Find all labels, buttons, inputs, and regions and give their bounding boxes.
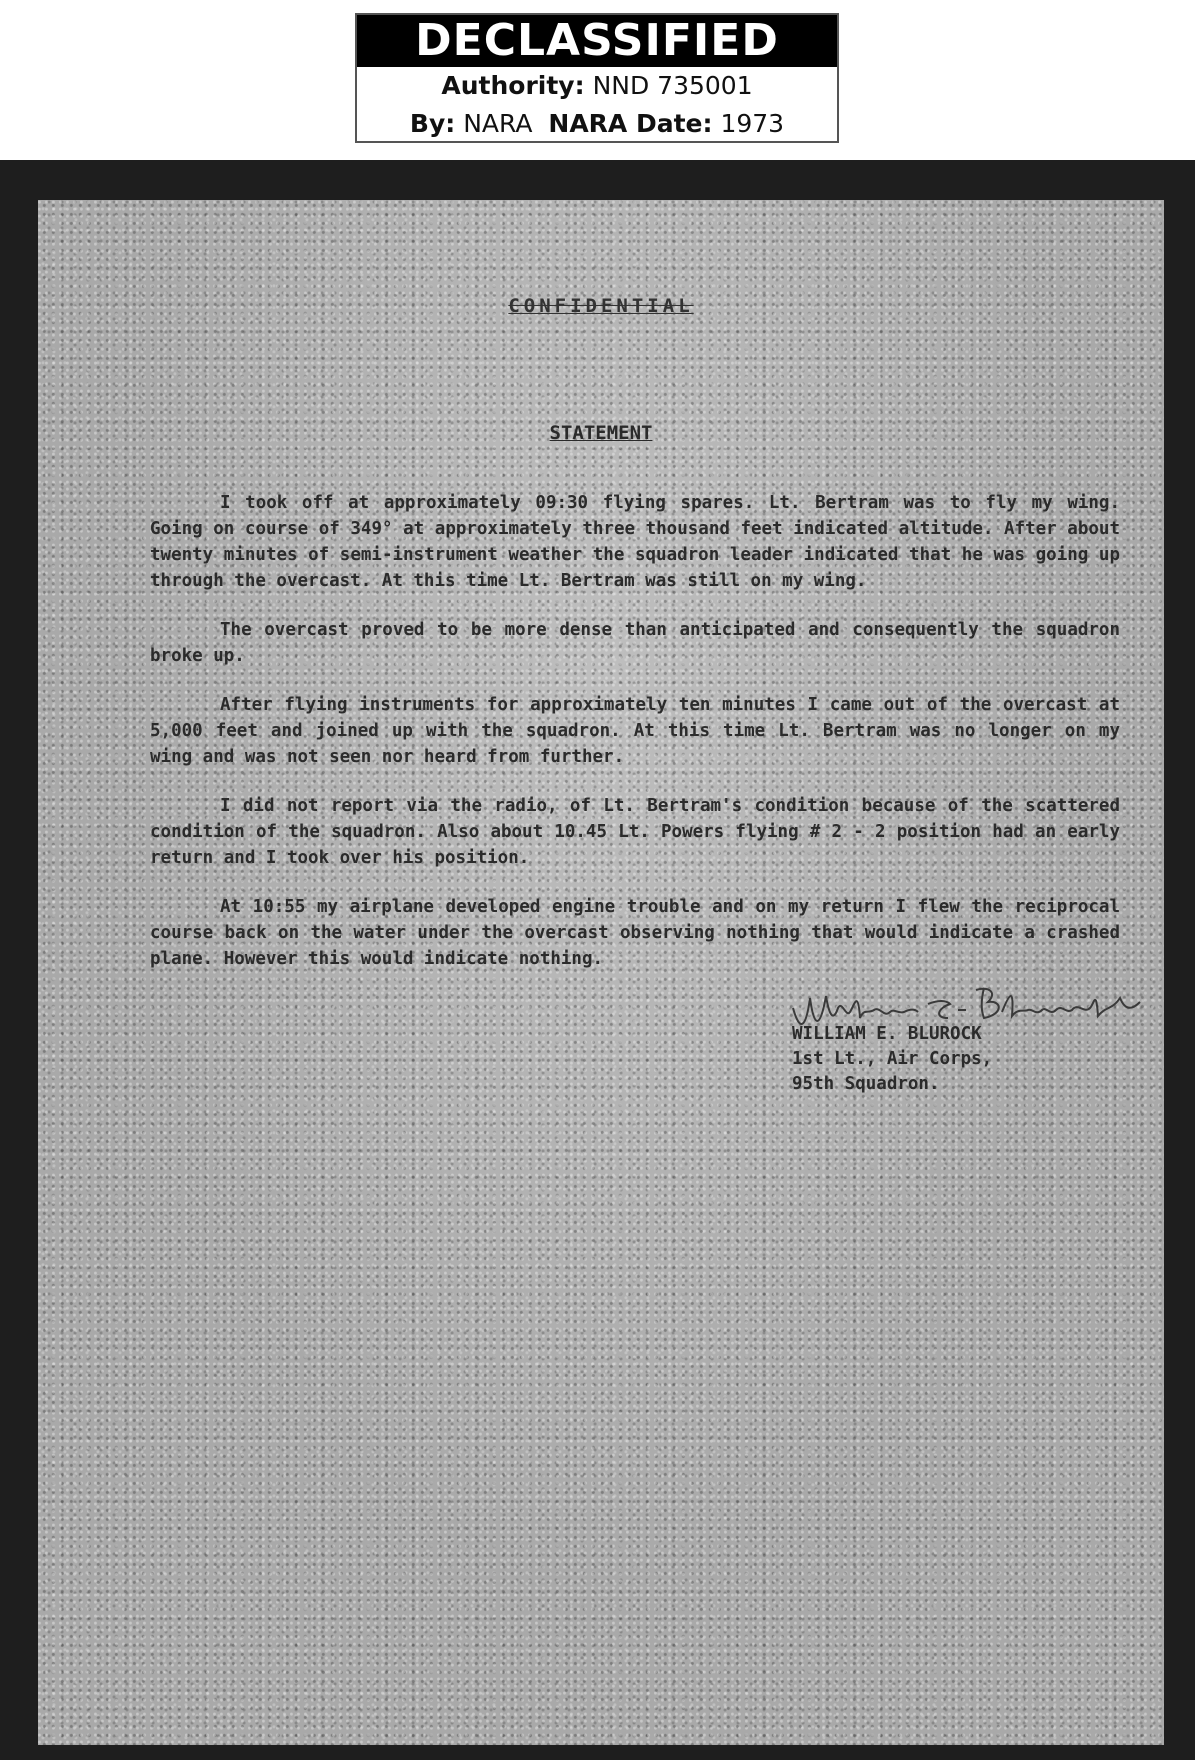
document-title: STATEMENT bbox=[549, 422, 653, 444]
paragraph: At 10:55 my airplane developed engine trouble and on my return I flew the reciprocal course back on the water under the overcast observing nothing that would indicate a crashed plane. However this would indicate nothing. bbox=[150, 897, 1120, 969]
declassified-stamp bbox=[355, 13, 839, 143]
scanned-page-frame bbox=[0, 160, 1195, 1760]
stamp-title: DECLASSIFIED bbox=[357, 15, 837, 67]
paragraph: The overcast proved to be more dense than anticipated and consequently the squadron broke up. bbox=[150, 620, 1120, 666]
signature-block bbox=[792, 1022, 992, 1097]
paragraph: After flying instruments for approximately ten minutes I came out of the overcast at 5,000 feet and joined up with the squadron. At this time Lt. Bertram was no longer on my wing and was not seen nor heard from further. bbox=[150, 695, 1120, 767]
paragraph: I did not report via the radio, of Lt. Bertram's condition because of the scattered condition of the squadron. Also about 10.45 Lt. Powers flying # 2 - 2 position had an early return and I took over his position. bbox=[150, 796, 1120, 868]
stamp-authority-label: Authority: bbox=[441, 71, 585, 100]
stamp-by-value: NARA bbox=[463, 109, 533, 138]
signer-unit: 95th Squadron. bbox=[792, 1074, 940, 1094]
classification-marking: CONFIDENTIAL bbox=[508, 295, 694, 317]
stamp-authority-line bbox=[357, 67, 837, 105]
signer-name: WILLIAM E. BLUROCK bbox=[792, 1024, 982, 1044]
stamp-by-line bbox=[357, 105, 837, 143]
paragraph: I took off at approximately 09:30 flying spares. Lt. Bertram was to fly my wing. Going on course of 349° at approximately three thousand feet indicated altitude. After about twenty minutes of semi-instrument weather the squadron leader indicated that he was going up through the overcast. At this time Lt. Bertram was still on my wing. bbox=[150, 493, 1120, 591]
stamp-authority-value: NND 735001 bbox=[592, 71, 753, 100]
statement-body bbox=[150, 490, 1120, 995]
stamp-by-label: By: bbox=[409, 109, 456, 138]
stamp-date-label: NARA Date: bbox=[548, 109, 713, 138]
stamp-date-value: 1973 bbox=[720, 109, 785, 138]
document-page bbox=[38, 200, 1164, 1745]
signer-rank: 1st Lt., Air Corps, bbox=[792, 1049, 993, 1069]
